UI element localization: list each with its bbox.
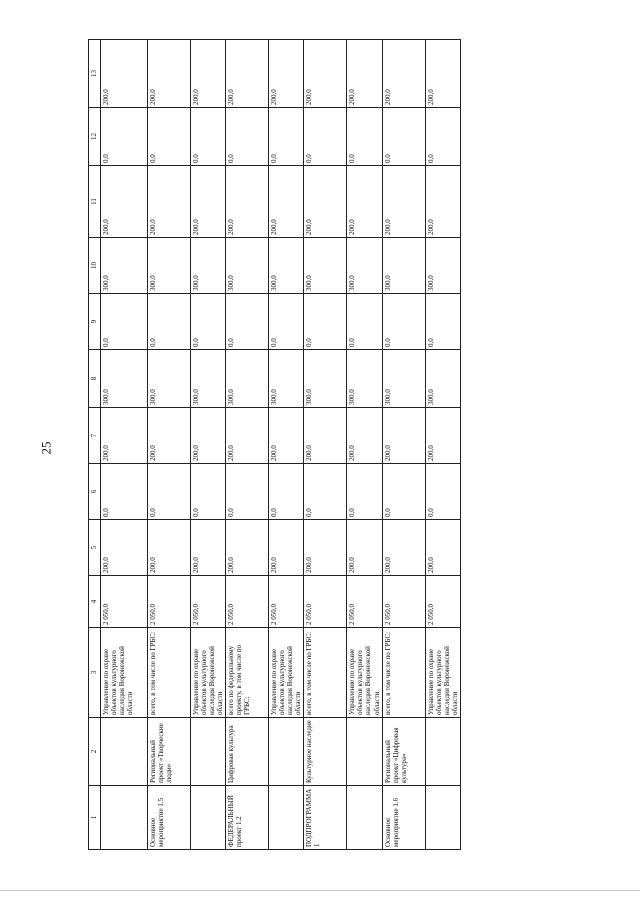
table-cell: 300,0 xyxy=(382,350,425,408)
table-cell: 200,0 xyxy=(191,408,226,464)
column-header: 1 xyxy=(89,786,101,850)
column-header: 8 xyxy=(89,350,101,408)
table-cell: 200,0 xyxy=(382,166,425,238)
table-cell xyxy=(101,786,148,850)
table-cell: 200,0 xyxy=(101,166,148,238)
table-cell xyxy=(101,718,148,786)
table-cell: 300,0 xyxy=(304,238,347,294)
table-cell: 200,0 xyxy=(191,40,226,108)
table-cell: 0,0 xyxy=(425,108,460,166)
header-row xyxy=(89,40,101,850)
table-cell: 200,0 xyxy=(226,408,269,464)
table-cell: 0,0 xyxy=(304,464,347,520)
table-cell: 0,0 xyxy=(269,294,304,350)
table-cell: 200,0 xyxy=(347,40,382,108)
table-cell: 200,0 xyxy=(226,166,269,238)
table-cell: 0,0 xyxy=(269,108,304,166)
table-cell: 0,0 xyxy=(226,464,269,520)
table-cell: 0,0 xyxy=(425,294,460,350)
table-cell: 0,0 xyxy=(148,108,191,166)
table-cell: 200,0 xyxy=(148,520,191,576)
table-cell: Культурное наследие xyxy=(304,718,347,786)
table-cell: 200,0 xyxy=(191,166,226,238)
table-cell: всего, в том числе по ГРБС: xyxy=(304,628,347,718)
table-cell: 200,0 xyxy=(425,520,460,576)
table-cell: 0,0 xyxy=(191,464,226,520)
table-cell: 0,0 xyxy=(269,464,304,520)
table-cell: ФЕДЕРАЛЬНЫЙ проект 1.2 xyxy=(226,786,269,850)
column-header: 5 xyxy=(89,520,101,576)
table-cell: 0,0 xyxy=(382,464,425,520)
table-cell: 0,0 xyxy=(425,464,460,520)
table-cell: 300,0 xyxy=(148,350,191,408)
table-cell: 200,0 xyxy=(347,408,382,464)
table-cell: 0,0 xyxy=(304,294,347,350)
table-cell: 200,0 xyxy=(304,166,347,238)
table-cell: Управление по охране объектов культурного наследия Воронежской области xyxy=(425,628,460,718)
table-body xyxy=(101,40,461,850)
table-cell: 0,0 xyxy=(304,108,347,166)
budget-table-container xyxy=(88,40,459,850)
table-cell: 200,0 xyxy=(304,40,347,108)
column-header: 11 xyxy=(89,166,101,238)
table-cell: 200,0 xyxy=(148,408,191,464)
table-cell: 300,0 xyxy=(347,350,382,408)
table-cell xyxy=(425,786,460,850)
table-cell: 200,0 xyxy=(269,40,304,108)
table-cell: 300,0 xyxy=(269,350,304,408)
table-cell: 200,0 xyxy=(226,40,269,108)
table-cell: 2 050,0 xyxy=(191,576,226,628)
table-cell: 0,0 xyxy=(347,294,382,350)
table-cell: 200,0 xyxy=(425,166,460,238)
table-cell: 200,0 xyxy=(148,40,191,108)
table-cell: 200,0 xyxy=(191,520,226,576)
table-cell: всего, в том числе по ГРБС: xyxy=(382,628,425,718)
table-cell: 200,0 xyxy=(304,520,347,576)
table-cell: Основное мероприятие 1.5 xyxy=(148,786,191,850)
column-header: 3 xyxy=(89,628,101,718)
page-number: 25 xyxy=(38,441,54,455)
column-header: 13 xyxy=(89,40,101,108)
table-row xyxy=(148,40,191,850)
table-cell: 2 050,0 xyxy=(347,576,382,628)
table-row xyxy=(101,40,148,850)
table-cell: 2 050,0 xyxy=(101,576,148,628)
column-header: 4 xyxy=(89,576,101,628)
table-cell: 300,0 xyxy=(101,350,148,408)
table-cell xyxy=(191,786,226,850)
bottom-divider xyxy=(0,890,640,891)
table-cell xyxy=(269,786,304,850)
table-cell: 300,0 xyxy=(226,238,269,294)
table-cell: 2 050,0 xyxy=(148,576,191,628)
table-cell: 200,0 xyxy=(347,520,382,576)
table-cell: 0,0 xyxy=(191,108,226,166)
table-cell: 300,0 xyxy=(347,238,382,294)
table-row xyxy=(382,40,425,850)
table-cell: 200,0 xyxy=(269,166,304,238)
table-cell: 0,0 xyxy=(382,294,425,350)
table-cell: 200,0 xyxy=(226,520,269,576)
column-header: 9 xyxy=(89,294,101,350)
table-cell: Управление по охране объектов культурного наследия Воронежской области xyxy=(269,628,304,718)
table-cell: Региональный проект «Творческие люди» xyxy=(148,718,191,786)
column-header: 12 xyxy=(89,108,101,166)
table-cell: 200,0 xyxy=(269,408,304,464)
table-cell: 300,0 xyxy=(148,238,191,294)
table-cell: 0,0 xyxy=(101,464,148,520)
table-cell: 0,0 xyxy=(191,294,226,350)
column-header: 10 xyxy=(89,238,101,294)
table-cell: 200,0 xyxy=(101,40,148,108)
table-cell: Управление по охране объектов культурного наследия Воронежской области xyxy=(347,628,382,718)
table-cell: 0,0 xyxy=(148,294,191,350)
table-cell: Основное мероприятие 1.6 xyxy=(382,786,425,850)
table-cell: всего по федеральному проекту, в том числе по ГРБС: xyxy=(226,628,269,718)
table-cell: 200,0 xyxy=(425,40,460,108)
table-cell: 200,0 xyxy=(382,40,425,108)
table-cell: 0,0 xyxy=(101,294,148,350)
table-cell xyxy=(191,718,226,786)
column-header: 6 xyxy=(89,464,101,520)
table-cell: Управление по охране объектов культурного наследия Воронежской области xyxy=(191,628,226,718)
table-cell xyxy=(269,718,304,786)
table-cell: 300,0 xyxy=(191,238,226,294)
table-cell: 200,0 xyxy=(304,408,347,464)
table-cell: 0,0 xyxy=(347,108,382,166)
budget-table xyxy=(88,39,461,850)
table-cell: 200,0 xyxy=(269,520,304,576)
table-cell: Цифровая культура xyxy=(226,718,269,786)
table-cell: Региональный проект «Цифровая культура» xyxy=(382,718,425,786)
column-header: 7 xyxy=(89,408,101,464)
table-cell: 0,0 xyxy=(347,464,382,520)
table-cell: 2 050,0 xyxy=(425,576,460,628)
table-cell: 300,0 xyxy=(101,238,148,294)
table-cell: 200,0 xyxy=(347,166,382,238)
table-cell xyxy=(425,718,460,786)
table-row xyxy=(425,40,460,850)
table-cell: 0,0 xyxy=(226,108,269,166)
table-cell: 200,0 xyxy=(101,408,148,464)
table-row xyxy=(191,40,226,850)
table-cell: 2 050,0 xyxy=(304,576,347,628)
table-row xyxy=(347,40,382,850)
table-cell: 200,0 xyxy=(148,166,191,238)
table-cell: Управление по охране объектов культурного наследия Воронежской области xyxy=(101,628,148,718)
table-cell: 300,0 xyxy=(304,350,347,408)
table-cell: ПОДПРОГРАММА 1 xyxy=(304,786,347,850)
table-cell: 2 050,0 xyxy=(226,576,269,628)
table-cell: 200,0 xyxy=(101,520,148,576)
table-row xyxy=(269,40,304,850)
column-header: 2 xyxy=(89,718,101,786)
table-cell: 2 050,0 xyxy=(382,576,425,628)
table-cell: 0,0 xyxy=(226,294,269,350)
table-cell: всего, в том числе по ГРБС: xyxy=(148,628,191,718)
table-cell: 300,0 xyxy=(382,238,425,294)
table-cell: 0,0 xyxy=(382,108,425,166)
table-cell: 300,0 xyxy=(425,350,460,408)
table-cell: 300,0 xyxy=(226,350,269,408)
table-cell: 200,0 xyxy=(425,408,460,464)
table-cell: 300,0 xyxy=(425,238,460,294)
table-cell: 300,0 xyxy=(269,238,304,294)
table-cell: 2 050,0 xyxy=(269,576,304,628)
table-row xyxy=(304,40,347,850)
table-row xyxy=(226,40,269,850)
table-cell xyxy=(347,718,382,786)
table-cell: 0,0 xyxy=(101,108,148,166)
table-cell: 200,0 xyxy=(382,408,425,464)
table-cell xyxy=(347,786,382,850)
table-cell: 0,0 xyxy=(148,464,191,520)
table-cell: 300,0 xyxy=(191,350,226,408)
table-cell: 200,0 xyxy=(382,520,425,576)
